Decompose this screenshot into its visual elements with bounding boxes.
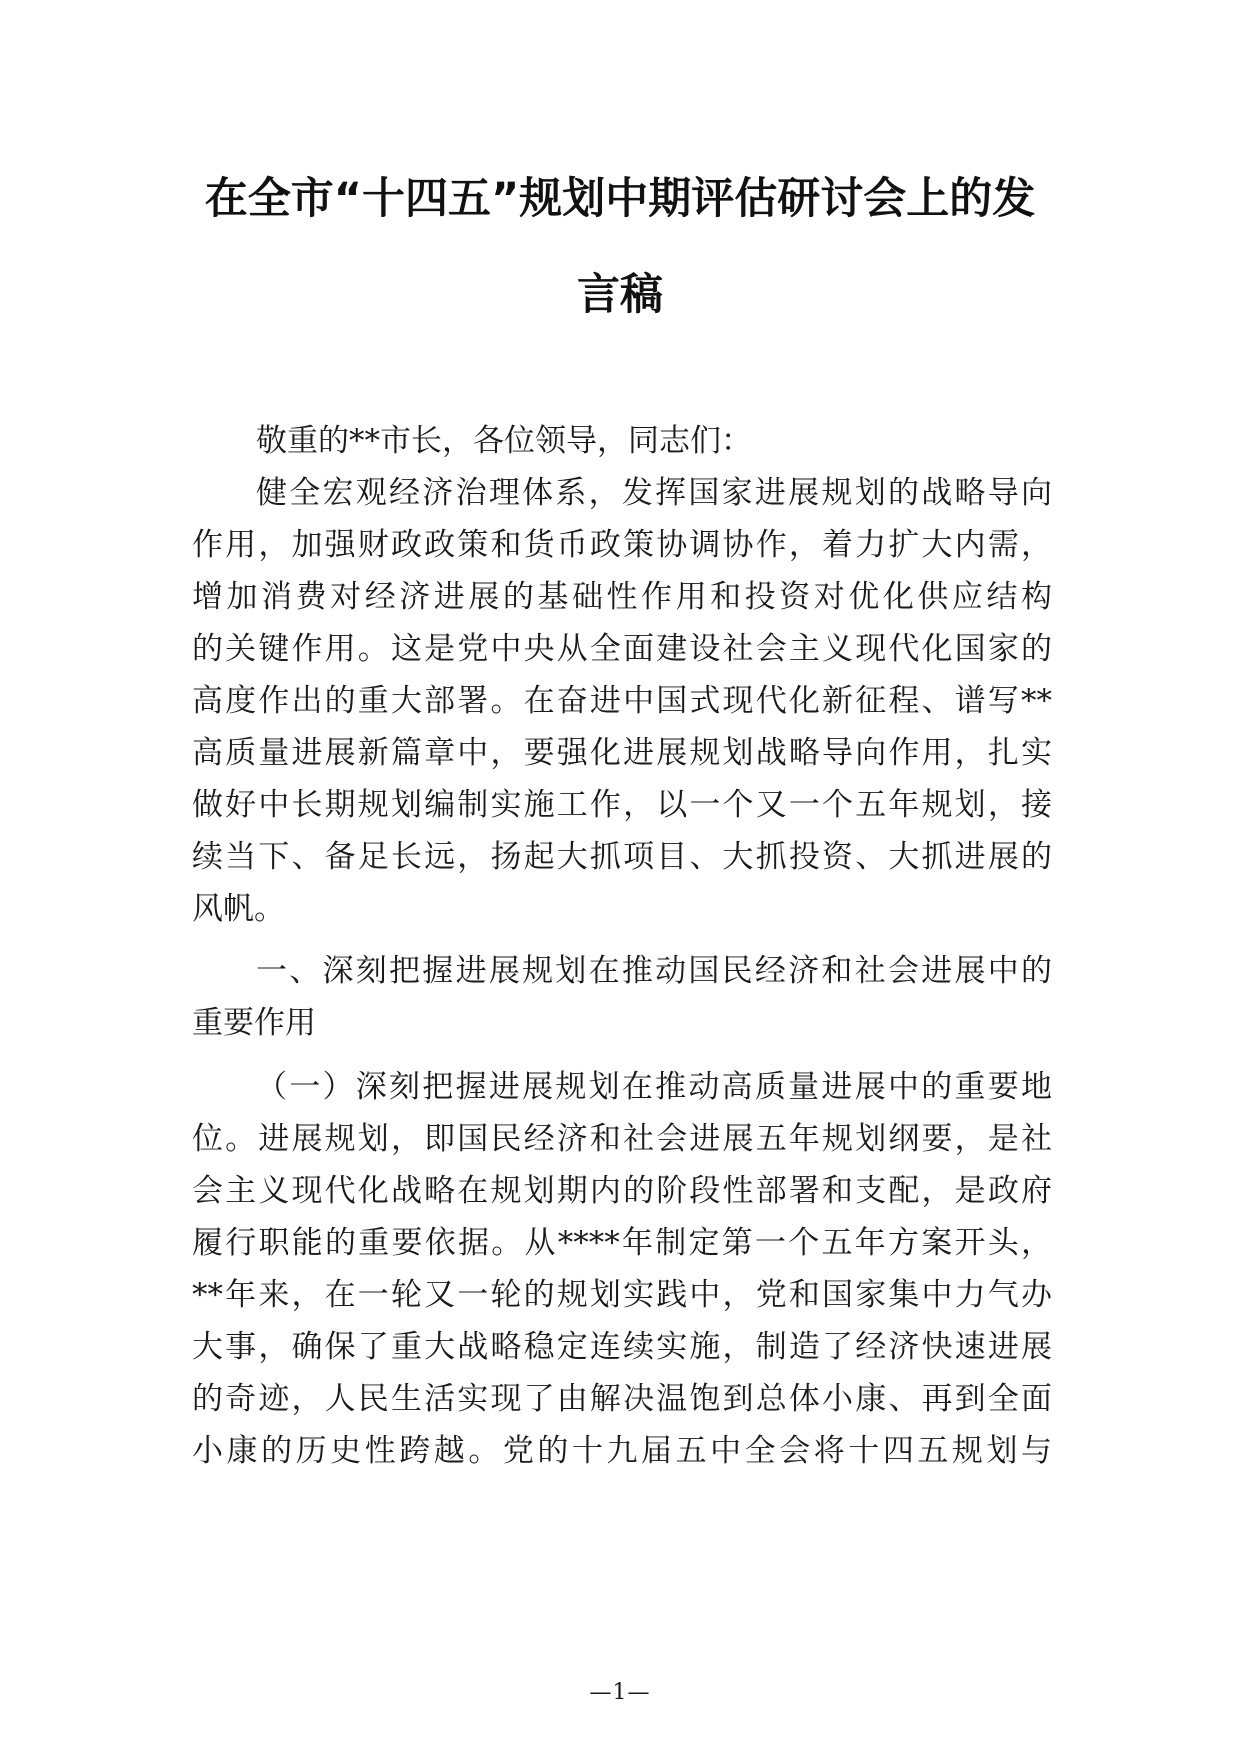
section-heading: 一、深刻把握进展规划在推动国民经济和社会进展中的 <box>256 953 1052 989</box>
paragraph-1-line: 增加消费对经济进展的基础性作用和投资对优化供应结构 <box>192 579 1052 615</box>
paragraph-2-line: 履行职能的重要依据。从****年制定第一个五年方案开头， <box>192 1225 1052 1261</box>
paragraph-2-line: 的奇迹，人民生活实现了由解决温饱到总体小康、再到全面 <box>192 1381 1052 1417</box>
paragraph-1-line: 作用，加强财政政策和货币政策协调协作，着力扩大内需， <box>192 527 1052 563</box>
paragraph-2-line: **年来，在一轮又一轮的规划实践中，党和国家集中力气办 <box>192 1277 1052 1313</box>
paragraph-1-line: 的关键作用。这是党中央从全面建设社会主义现代化国家的 <box>192 631 1052 667</box>
document-title-line-1: 在全市“十四五”规划中期评估研讨会上的发 <box>204 174 1036 224</box>
paragraph-1-line: 高质量进展新篇章中，要强化进展规划战略导向作用，扎实 <box>192 735 1052 771</box>
paragraph-2-line: 会主义现代化战略在规划期内的阶段性部署和支配，是政府 <box>192 1173 1052 1209</box>
paragraph-2-line: （一）深刻把握进展规划在推动高质量进展中的重要地 <box>256 1069 1052 1105</box>
paragraph-1-line: 高度作出的重大部署。在奋进中国式现代化新征程、谱写** <box>192 683 1052 719</box>
paragraph-2-line: 位。进展规划，即国民经济和社会进展五年规划纲要，是社 <box>192 1121 1052 1157</box>
section-heading: 重要作用 <box>192 1005 316 1041</box>
document-title-line-2: 言稿 <box>577 270 663 320</box>
paragraph-1-line: 健全宏观经济治理体系，发挥国家进展规划的战略导向 <box>256 475 1052 511</box>
paragraph-1-line: 续当下、备足长远，扬起大抓项目、大抓投资、大抓进展的 <box>192 839 1052 875</box>
document-body <box>192 415 1052 1477</box>
paragraph-2-line: 大事，确保了重大战略稳定连续实施，制造了经济快速进展 <box>192 1329 1052 1365</box>
paragraph-1-line: 做好中长期规划编制实施工作，以一个又一个五年规划，接 <box>192 787 1052 823</box>
page-number: —1— <box>589 1680 651 1705</box>
paragraph-2-line: 小康的历史性跨越。党的十九届五中全会将十四五规划与 <box>192 1433 1052 1469</box>
paragraph-1-line: 风帆。 <box>192 891 285 927</box>
salutation: 敬重的**市长，各位领导，同志们： <box>256 423 752 459</box>
